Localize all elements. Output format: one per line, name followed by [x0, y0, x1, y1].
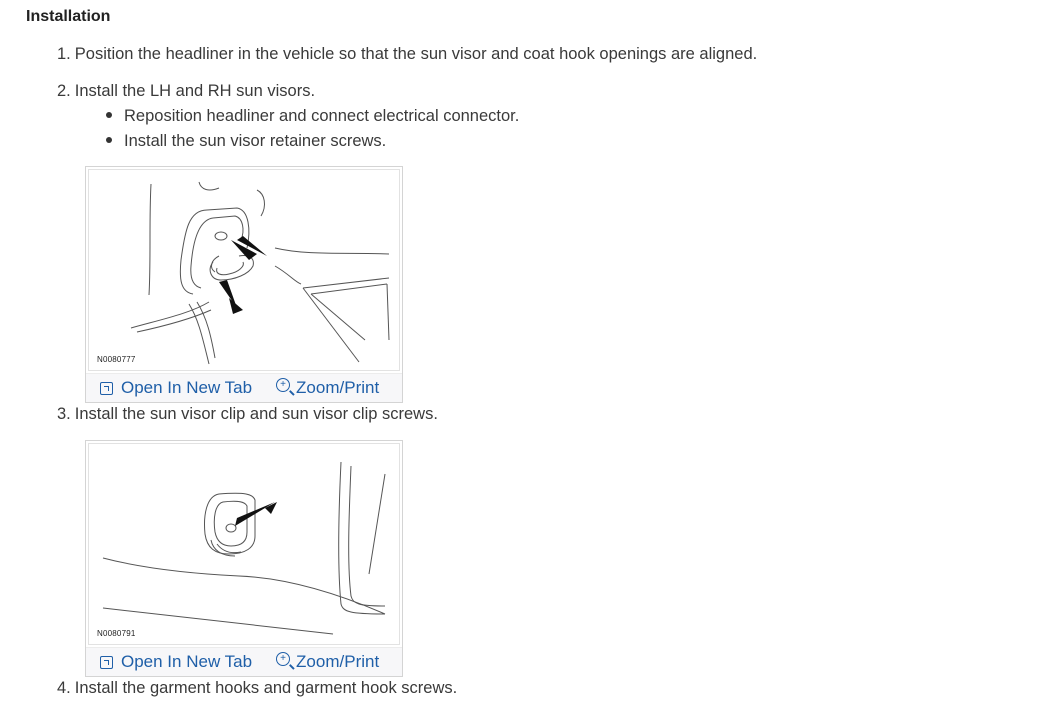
sun-visor-clip-illustration: [89, 444, 399, 644]
step-2: [57, 82, 315, 101]
zoom-in-icon: +: [276, 378, 290, 392]
bullet-item: [106, 132, 386, 151]
zoom-print-link[interactable]: [276, 378, 379, 398]
zoom-print-link[interactable]: [276, 652, 379, 672]
step-number: 3.: [57, 405, 71, 423]
figure-links: [86, 373, 402, 402]
zoom-print-label: Zoom/Print: [296, 378, 380, 397]
bullet-dot: [106, 112, 112, 118]
open-in-new-tab-label: Open In New Tab: [121, 378, 253, 397]
figure-links: [86, 647, 402, 676]
open-in-new-tab-link[interactable]: [100, 652, 252, 672]
figure-1: [85, 166, 403, 403]
step-number: 1.: [57, 45, 71, 63]
bullet-text: Install the sun visor retainer screws.: [124, 132, 387, 150]
step-text: Install the sun visor clip and sun visor clip screws.: [74, 405, 438, 423]
open-in-new-tab-icon: [100, 382, 113, 395]
figure-illustration[interactable]: [88, 443, 400, 645]
figure-id: N0080777: [97, 355, 136, 364]
step-number: 2.: [57, 82, 71, 100]
step-text: Install the garment hooks and garment hook screws.: [74, 679, 458, 697]
bullet-item: [106, 107, 519, 126]
step-3: [57, 405, 438, 424]
step-1: [57, 45, 757, 64]
step-text: Install the LH and RH sun visors.: [74, 82, 316, 100]
open-in-new-tab-link[interactable]: [100, 378, 252, 398]
step-text: Position the headliner in the vehicle so that the sun visor and coat hook openings are aligned.: [74, 45, 758, 63]
section-heading: Installation: [26, 8, 111, 25]
figure-2: [85, 440, 403, 677]
zoom-print-label: Zoom/Print: [296, 652, 380, 671]
step-4: [57, 679, 457, 698]
zoom-in-icon: +: [276, 652, 290, 666]
sun-visor-illustration: [89, 170, 399, 370]
bullet-dot: [106, 137, 112, 143]
open-in-new-tab-label: Open In New Tab: [121, 652, 253, 671]
bullet-text: Reposition headliner and connect electrical connector.: [124, 107, 520, 125]
open-in-new-tab-icon: [100, 656, 113, 669]
figure-id: N0080791: [97, 629, 136, 638]
step-number: 4.: [57, 679, 71, 697]
figure-illustration[interactable]: [88, 169, 400, 371]
